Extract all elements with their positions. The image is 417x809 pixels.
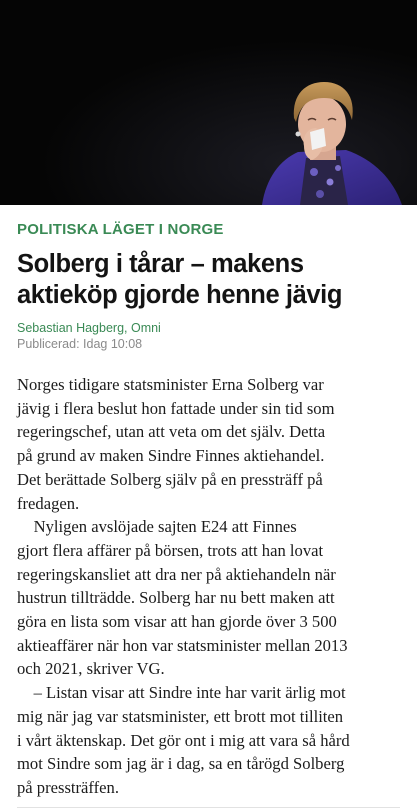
- article-body: [17, 373, 409, 800]
- body-line: på grund av maken Sindre Finnes aktiehandel.: [17, 446, 325, 466]
- body-line: – Listan visar att Sindre inte har varit ärlig mot: [17, 683, 346, 703]
- body-line: mig när jag var statsminister, ett brott mot tilliten: [17, 706, 344, 726]
- body-line: regeringskansliet att dra ner på aktiehandeln när: [17, 564, 336, 584]
- article-headline: [17, 249, 409, 311]
- headline-line: aktieköp gjorde henne jävig: [17, 281, 343, 309]
- body-line: Norges tidigare statsminister Erna Solberg var: [17, 375, 324, 394]
- hero-image: [0, 0, 417, 205]
- body-line: mot Sindre som jag är i dag, sa en tårögd Solberg: [17, 754, 345, 774]
- body-line: Nyligen avslöjade sajten E24 att Finnes: [17, 517, 297, 537]
- body-line: i vårt äktenskap. Det gör ont i mig att vara så hård: [17, 730, 350, 750]
- published-label: Publicerad:: [17, 337, 80, 351]
- body-line: göra en lista som visar att han gjorde över 3 500: [17, 612, 337, 632]
- published-time: Idag 10:08: [83, 337, 143, 351]
- headline-line: Solberg i tårar – makens: [17, 250, 304, 278]
- body-line: gjort flera affärer på börsen, trots att han lovat: [17, 540, 324, 560]
- body-line: fredagen.: [17, 493, 80, 513]
- body-line: regeringschef, utan att veta om det själv. Detta: [17, 422, 326, 442]
- body-line: Det berättade Solberg själv på en pressträff på: [17, 469, 323, 489]
- article-category[interactable]: POLITISKA LÄGET I NORGE: [17, 221, 224, 238]
- body-line: hustrun tillträdde. Solberg har nu bett maken att: [17, 588, 335, 608]
- body-line: och 2021, skriver VG.: [17, 659, 165, 679]
- article-byline[interactable]: Sebastian Hagberg, Omni: [17, 321, 161, 335]
- body-line: jävig i flera beslut hon fattade under sin tid som: [17, 398, 335, 418]
- published-info: [17, 337, 142, 352]
- body-line: aktieaffärer när hon var statsminister mellan 2013: [17, 635, 348, 655]
- divider: [17, 807, 400, 808]
- article-card: [0, 205, 417, 809]
- body-line: på pressträffen.: [17, 777, 119, 797]
